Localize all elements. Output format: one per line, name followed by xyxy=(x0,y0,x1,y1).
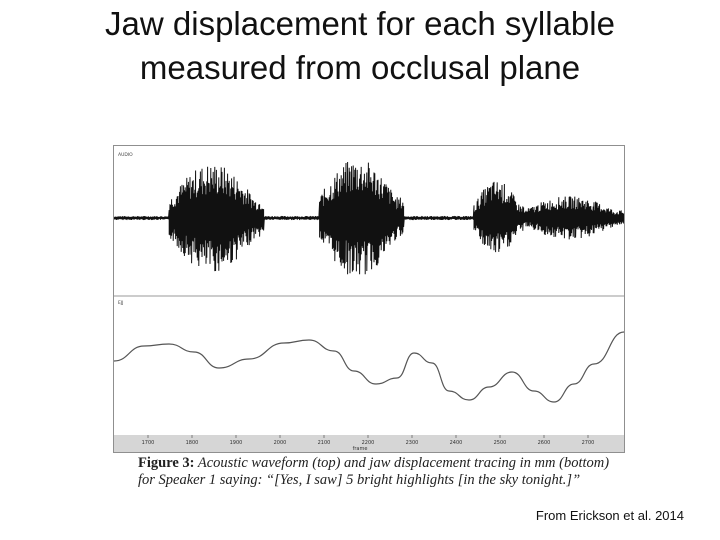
time-axis-unit: frame xyxy=(352,446,368,452)
jaw-panel-label: EJJ xyxy=(118,301,124,306)
figure-canvas xyxy=(114,146,624,452)
time-axis-tick-label: 2200 xyxy=(361,440,375,446)
time-axis-tick-label: 2100 xyxy=(317,440,331,446)
time-axis-tick-label: 2000 xyxy=(273,440,287,446)
time-axis-tick-label: 2500 xyxy=(493,440,507,446)
time-axis-tick-label: 2400 xyxy=(449,440,463,446)
time-axis-tick-label: 2600 xyxy=(537,440,551,446)
slide-title-line-2: measured from occlusal plane xyxy=(139,49,581,86)
audio-panel-label: AUDIO xyxy=(118,153,133,158)
figure-caption-text: Acoustic waveform (top) and jaw displacement tracing in mm (bottom) for Speaker 1 saying: “[Yes, I saw] 5 bright highlights [in the sky tonight.]” xyxy=(138,455,610,488)
time-axis-tick-label: 2300 xyxy=(405,440,419,446)
jaw-panel xyxy=(114,297,624,435)
speech-figure xyxy=(113,145,625,453)
time-axis-tick-label: 1800 xyxy=(185,440,199,446)
slide-title xyxy=(40,2,680,90)
slide-title-line-1: Jaw displacement for each syllable xyxy=(105,5,615,42)
time-axis-tick-label: 1900 xyxy=(229,440,243,446)
figure-caption xyxy=(138,455,618,489)
source-attribution: From Erickson et al. 2014 xyxy=(535,508,684,523)
time-axis-tick-label: 1700 xyxy=(141,440,155,446)
figure-caption-label: Figure 3: xyxy=(138,455,195,471)
time-axis-tick-label: 2700 xyxy=(581,440,595,446)
